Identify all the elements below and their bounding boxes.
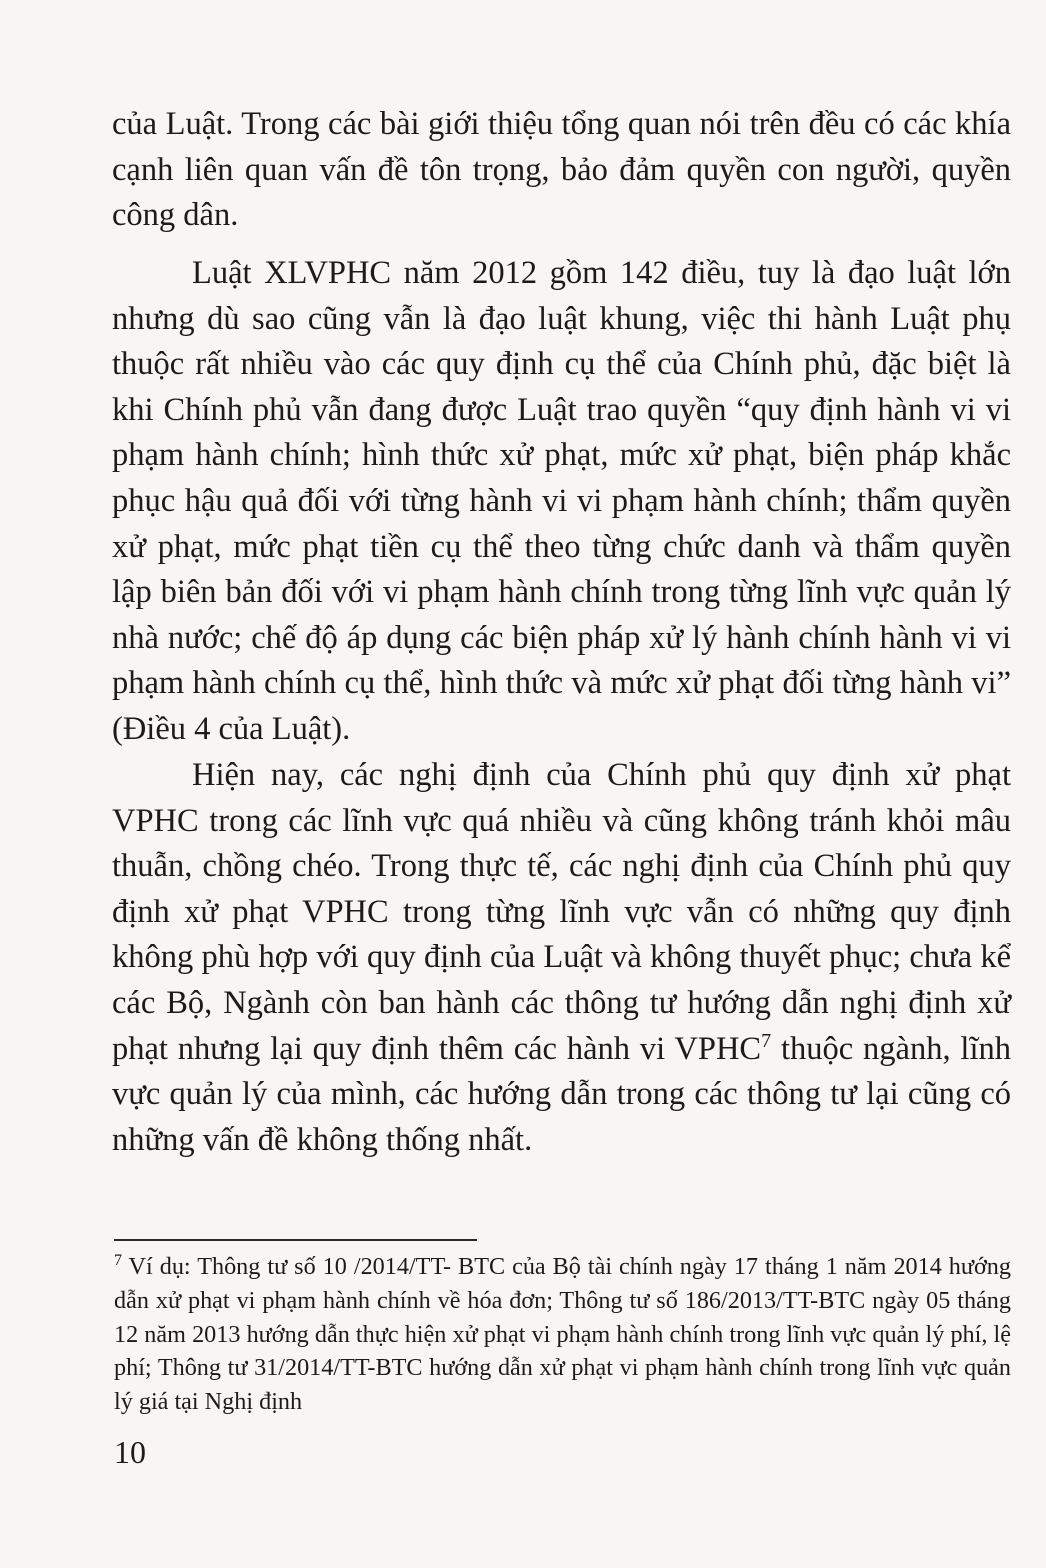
paragraph-3	[112, 753, 1011, 1163]
page-number: 10	[114, 1434, 146, 1470]
paragraph-2: Luật XLVPHC năm 2012 gồm 142 điều, tuy là đạo luật lớn nhưng dù sao cũng vẫn là đạo luật khung, việc thi hành Luật phụ thuộc rất nhiều vào các quy định cụ thể của Chính phủ, đặc biệt là khi Chính phủ vẫn đang được Luật trao quyền “quy định hành vi vi phạm hành chính; hình thức xử phạt, mức xử phạt, biện pháp khắc phục hậu quả đối với từng hành vi vi phạm hành chính; thẩm quyền xử phạt, mức phạt tiền cụ thể theo từng chức danh và thẩm quyền lập biên bản đối với vi phạm hành chính trong từng lĩnh vực quản lý nhà nước; chế độ áp dụng các biện pháp xử lý hành chính hành vi vi phạm hành chính cụ thể, hình thức và mức xử phạt đối từng hành vi” (Điều 4 của Luật).	[112, 255, 1011, 747]
paragraph-3-text-after-note: thuộc ngành, lĩnh vực quản lý của mình, các hướng dẫn trong các thông tư lại cũng có những vấn đề không thống nhất.	[112, 1030, 1011, 1158]
footnote-reference: 7	[761, 1029, 772, 1052]
footnote-separator	[114, 1239, 477, 1241]
footnote-text: Ví dụ: Thông tư số 10 /2014/TT- BTC của Bộ tài chính ngày 17 tháng 1 năm 2014 hướng dẫn xử phạt vi phạm hành chính về hóa đơn; Thông tư số 186/2013/TT-BTC ngày 05 tháng 12 năm 2013 hướng dẫn thực hiện xử phạt vi phạm hành chính trong lĩnh vực quản lý phí, lệ phí; Thông tư 31/2014/TT-BTC hướng dẫn xử phạt vi phạm hành chính trong lĩnh vực quản lý giá tại Nghị định	[114, 1253, 1011, 1416]
paragraph-1: của Luật. Trong các bài giới thiệu tổng quan nói trên đều có các khía cạnh liên quan vấn đề tôn trọng, bảo đảm quyền con người, quyền công dân.	[112, 106, 1011, 234]
paragraph-3-text-before-note: Hiện nay, các nghị định của Chính phủ quy định xử phạt VPHC trong các lĩnh vực quá nhiều và cũng không tránh khỏi mâu thuẫn, chồng chéo. Trong thực tế, các nghị định của Chính phủ quy định xử phạt VPHC trong từng lĩnh vực vẫn có những quy định không phù hợp với quy định của Luật và không thuyết phục; chưa kể các Bộ, Ngành còn ban hành các thông tư hướng dẫn nghị định xử phạt nhưng lại quy định thêm các hành vi VPHC	[112, 757, 1011, 1067]
footnote-mark: 7	[114, 1251, 122, 1269]
footnote	[114, 1250, 1011, 1419]
